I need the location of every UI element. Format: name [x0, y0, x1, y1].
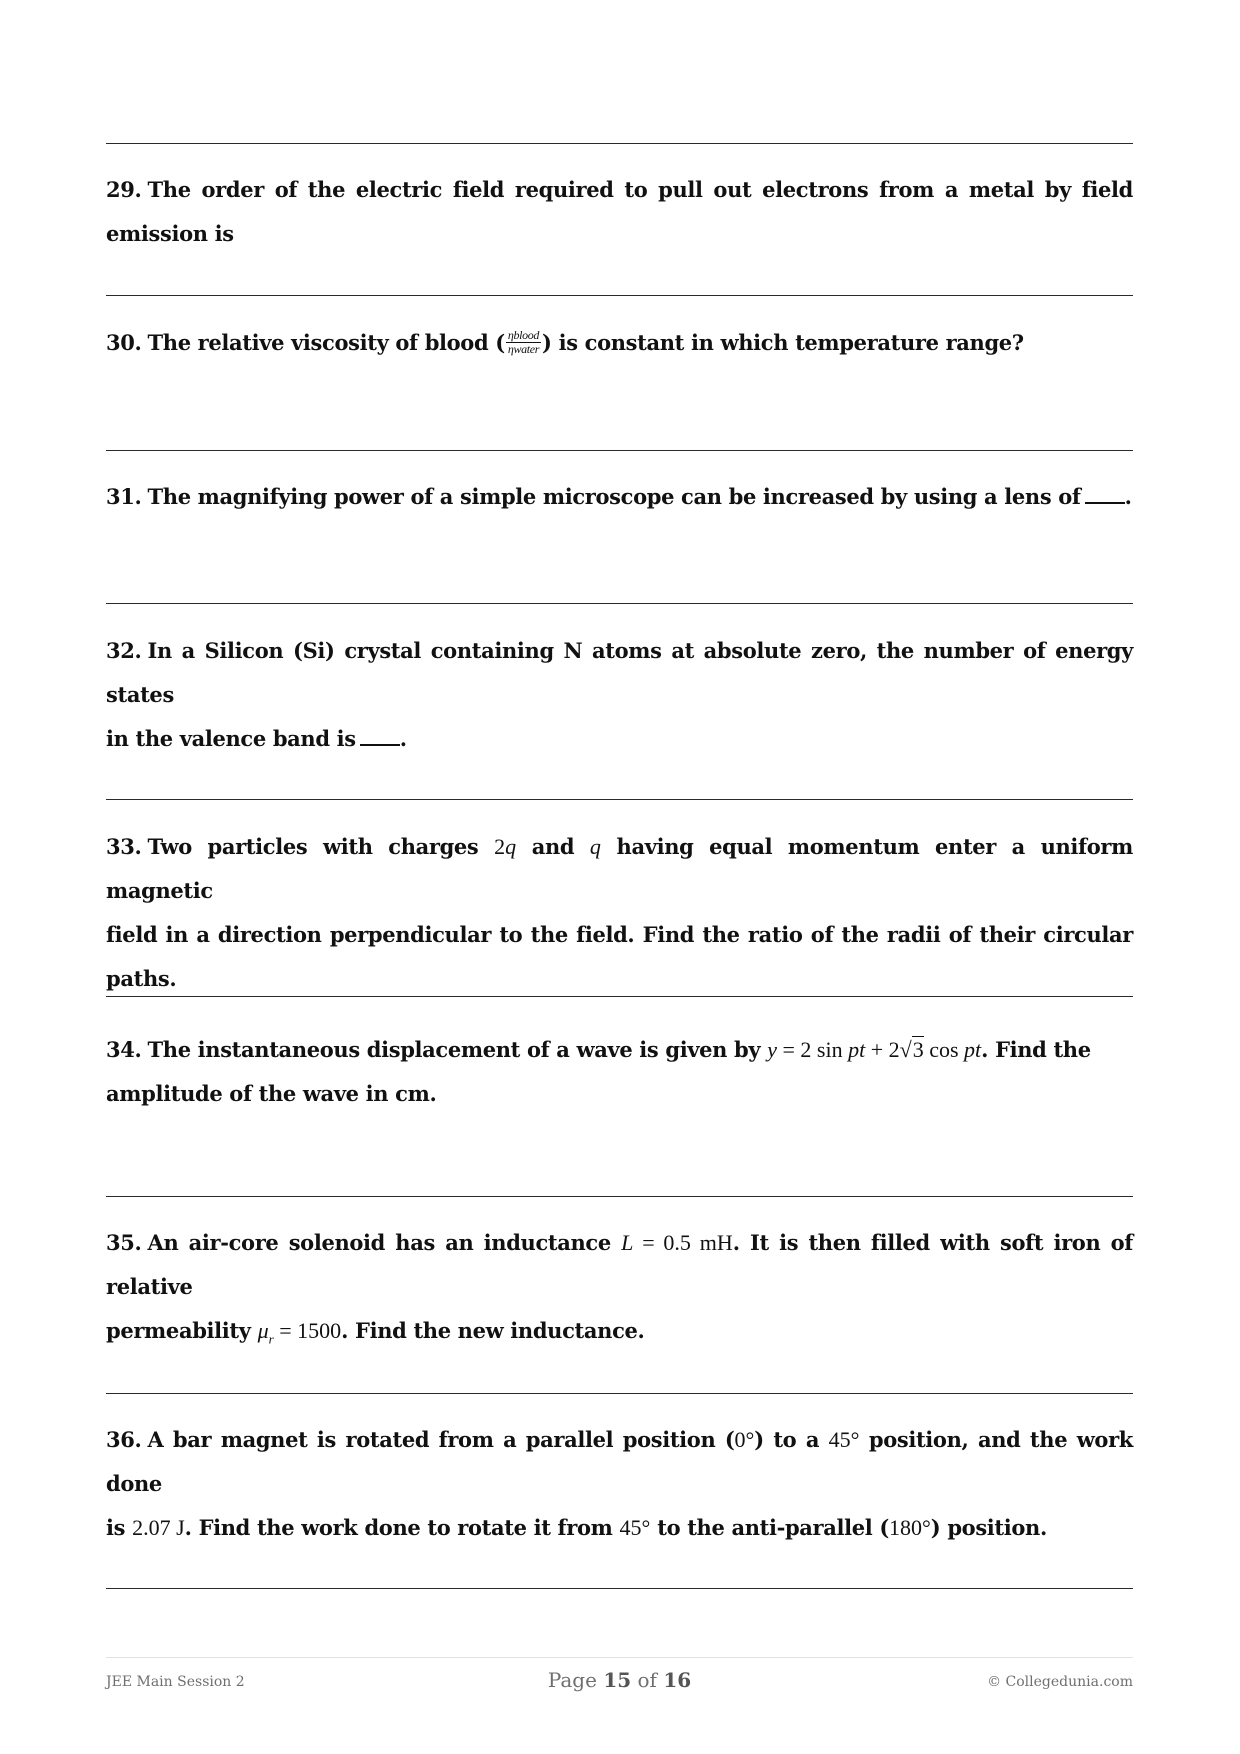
page-number: Page 15 of 16 [547, 1668, 692, 1692]
question-number: 29. [106, 177, 142, 202]
footer-exam-name: JEE Main Session 2 [106, 1674, 245, 1690]
footer-copyright: © Collegedunia.com [987, 1674, 1133, 1690]
question-number: 32. [106, 638, 142, 663]
question-31: 31. The magnifying power of a simple microscope can be increased by using a lens of . [106, 484, 1132, 509]
math-expression: 2q [494, 834, 517, 859]
question-32: 32. In a Silicon (Si) crystal containing N atoms at absolute zero, the number of energy states in the valence band is . [106, 638, 1133, 751]
question-number: 33. [106, 834, 142, 859]
divider-rule [106, 1196, 1133, 1197]
divider-rule [106, 295, 1133, 296]
math-expression: y = 2 sin pt + 2√3 cos pt [767, 1037, 982, 1062]
question-30 [106, 321, 1133, 365]
question-number: 36. [106, 1427, 142, 1452]
question-number: 35. [106, 1230, 142, 1255]
question-36: 36. A bar magnet is rotated from a parallel position (0°) to a 45° position, and the work done is 2.07 J. Find the work done to rotate it from 45° to the anti-parallel (180°) position. [106, 1427, 1133, 1540]
question-number: 30. [106, 330, 142, 355]
question-33: 33. Two particles with charges 2q and q having equal momentum enter a uniform magnetic field in a direction perpendicular to the field. Find the ratio of the radii of their circular paths. [106, 834, 1133, 991]
divider-rule [106, 143, 1133, 144]
question-number: 34. [106, 1037, 142, 1062]
math-expression: L = 0.5 mH [621, 1230, 733, 1255]
math-expression: q [589, 834, 601, 859]
divider-rule [106, 1393, 1133, 1394]
viscosity-fraction: $\frac{\text{ηblood}}{\text{ηwater}}$ [507, 328, 540, 356]
question-text: The magnifying power of a simple microscope can be increased by using a lens of [147, 484, 1081, 509]
answer-blank [1085, 484, 1125, 504]
divider-rule [106, 603, 1133, 604]
question-29 [106, 168, 1133, 256]
question-35: 35. An air-core solenoid has an inductance L = 0.5 mH. It is then filled with soft iron of relative permeability $\mu_r = 1500$. Find the new inductance. [106, 1230, 1133, 1347]
divider-rule [106, 450, 1133, 451]
question-text: in the valence band is [106, 726, 356, 751]
question-number: 31. [106, 484, 142, 509]
page-footer [106, 1668, 1133, 1698]
question-text: The order of the electric field required to pull out electrons from a metal by field emission is [106, 177, 1133, 246]
question-text: ) is constant in which temperature range? [542, 330, 1024, 355]
divider-rule [106, 799, 1133, 800]
footer-divider [106, 1657, 1133, 1658]
divider-rule [106, 1588, 1133, 1589]
question-34: 34. The instantaneous displacement of a wave is given by y = 2 sin pt + 2√3 cos pt. Find the amplitude of the wave in cm. [106, 1037, 1091, 1106]
question-text: The relative viscosity of blood ( [147, 330, 505, 355]
answer-blank [360, 726, 400, 746]
math-expression: $\mu_r = 1500$ [257, 1318, 342, 1347]
question-text: In a Silicon (Si) crystal containing N atoms at absolute zero, the number of energy states [106, 638, 1133, 707]
